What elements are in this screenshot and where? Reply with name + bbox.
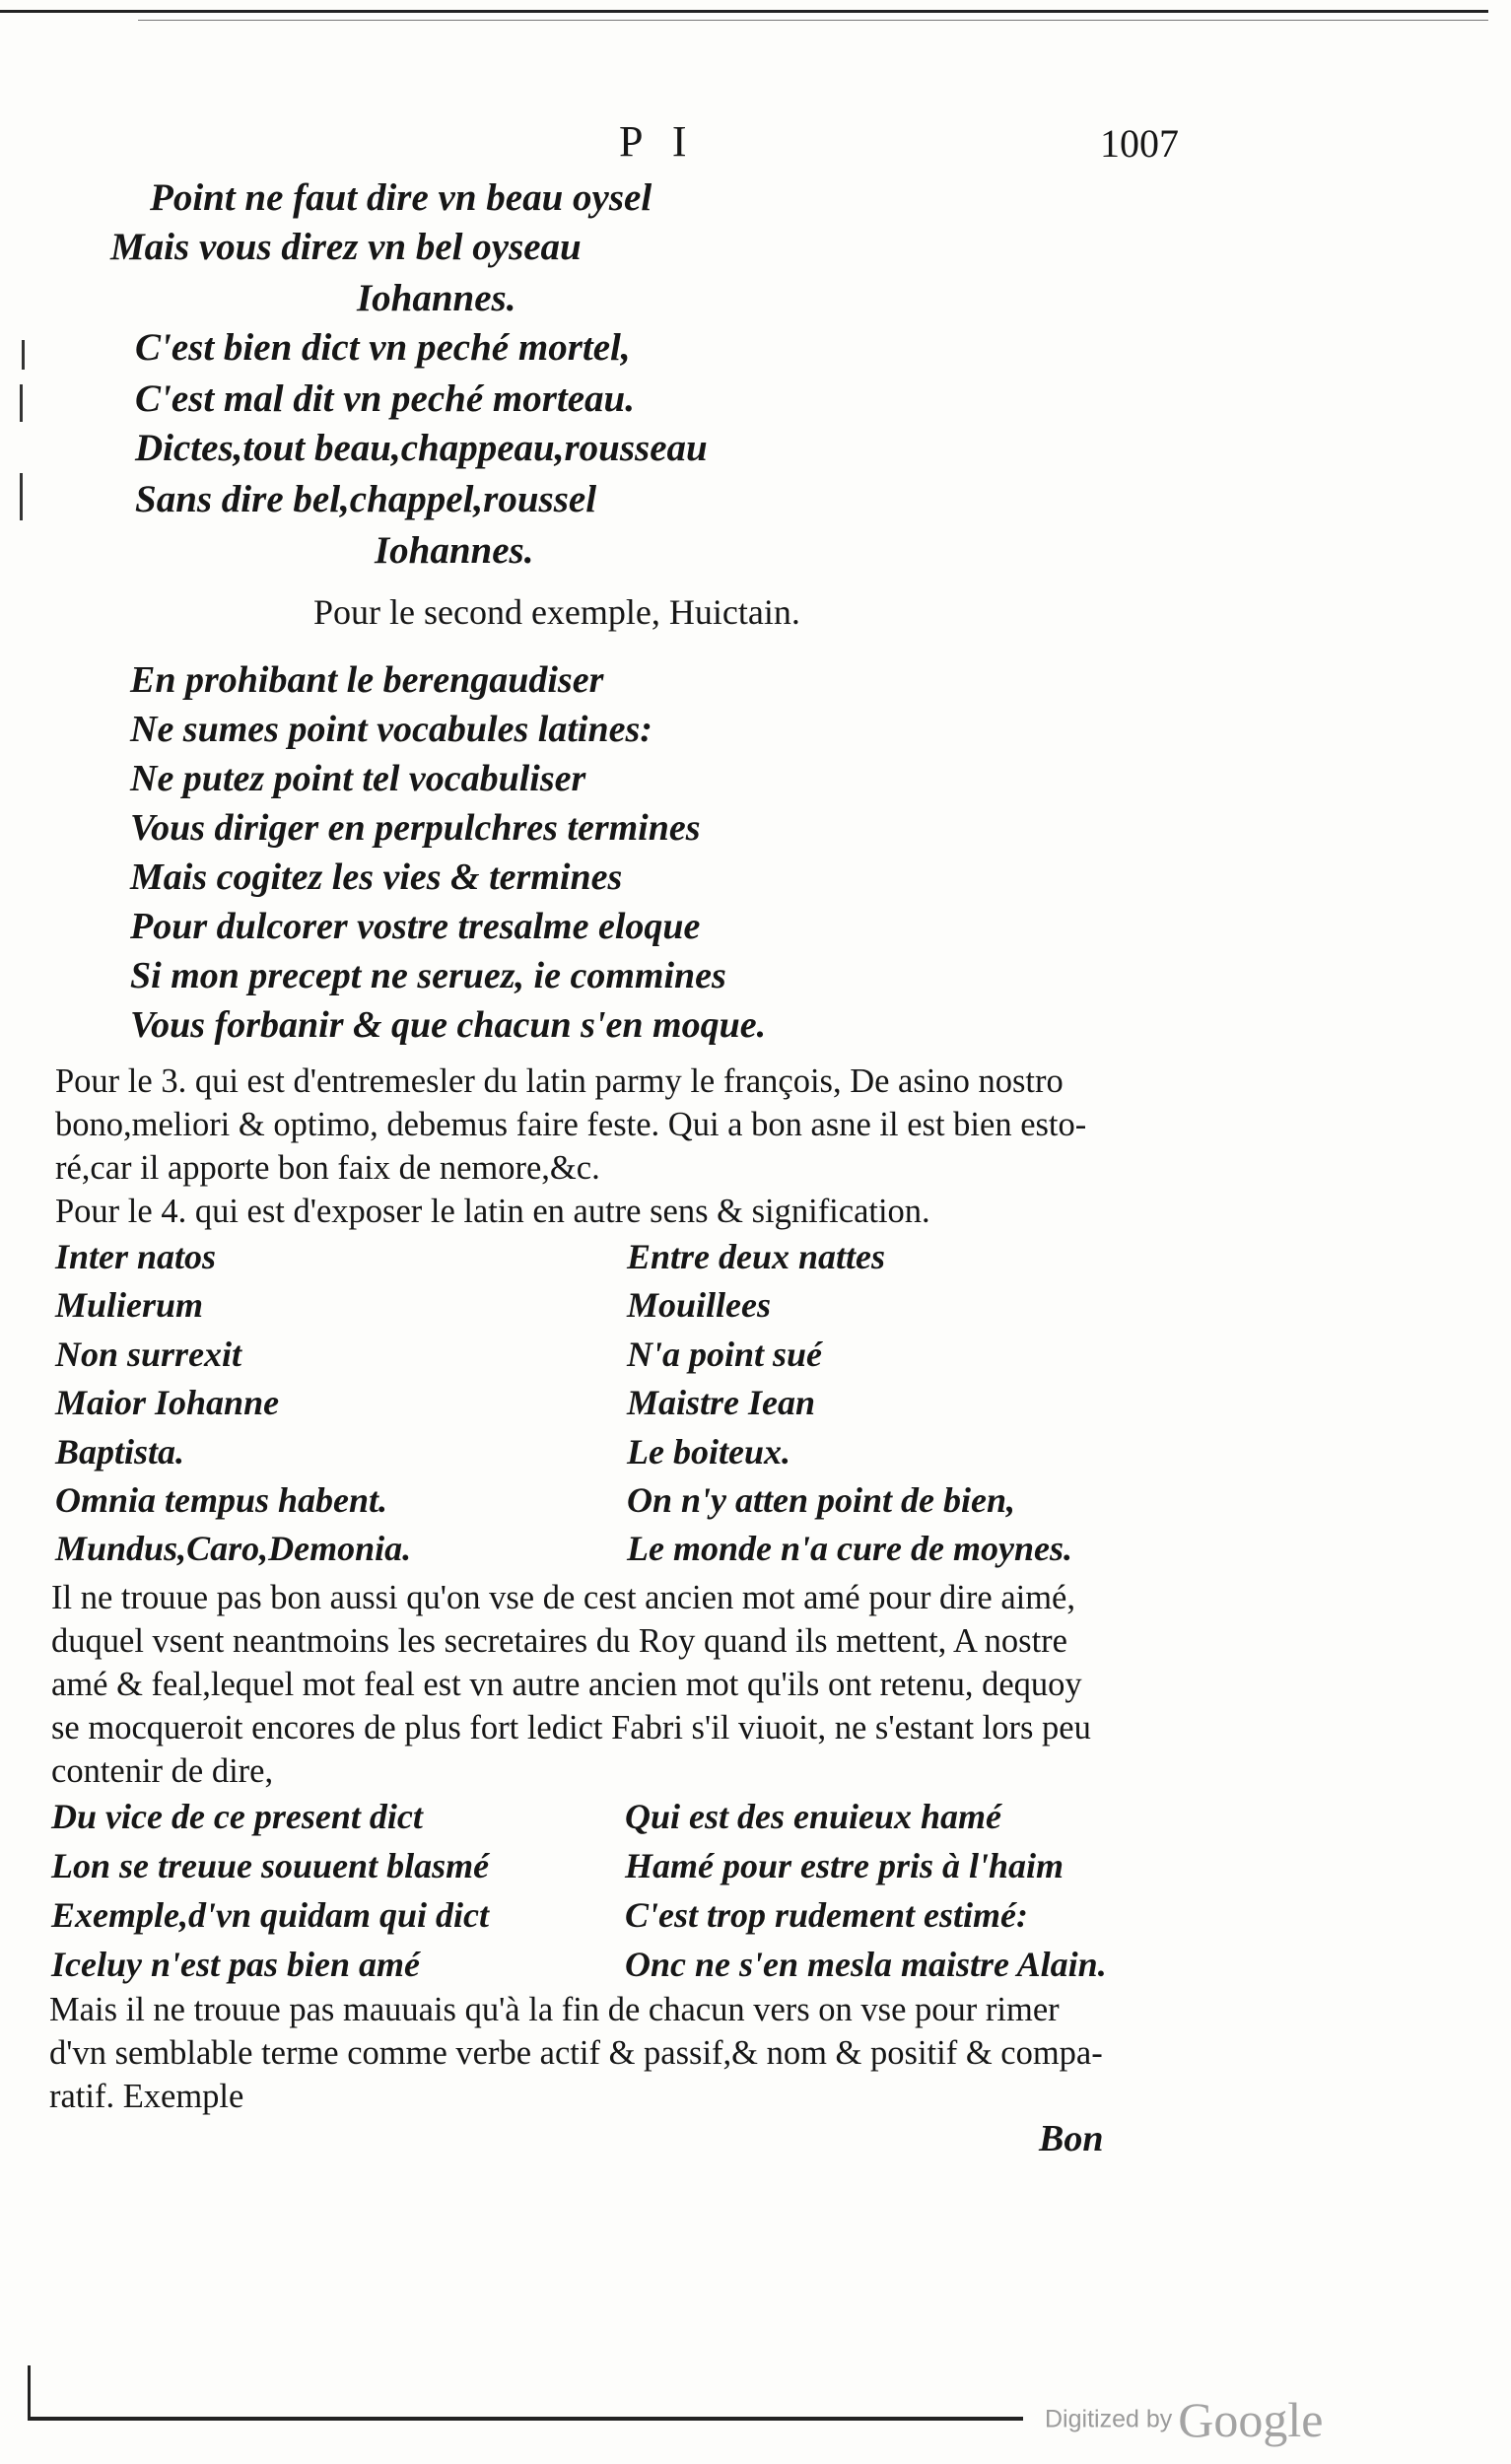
poem1-line: Dictes,tout beau,chappeau,rousseau (135, 427, 708, 469)
google-logo: Google (1178, 2392, 1324, 2447)
verse-right: Onc ne s'en mesla maistre Alain. (625, 1945, 1107, 1984)
latin-phrase: Mulierum (55, 1285, 204, 1325)
prose-line: bono,meliori & optimo, debemus faire feste. Qui a bon asne il est bien esto- (55, 1106, 1087, 1143)
margin-mark (20, 473, 23, 520)
prose-line: Mais il ne trouue pas mauuais qu'à la fin de chacun vers on vse pour rimer (49, 1991, 1060, 2028)
latin-phrase: Inter natos (55, 1237, 217, 1276)
french-phrase: On n'y atten point de bien, (627, 1480, 1016, 1520)
prose-line: Pour le 4. qui est d'exposer le latin en autre sens & signification. (55, 1193, 930, 1230)
verse-right: C'est trop rudement estimé: (625, 1895, 1028, 1935)
french-phrase: Le monde n'a cure de moynes. (627, 1529, 1072, 1568)
google-watermark (1045, 2391, 1323, 2448)
digitized-by-text: Digitized by (1045, 2405, 1173, 2433)
prose-line: contenir de dire, (51, 1752, 274, 1790)
prose-line: d'vn semblable terme comme verbe actif & passif,& nom & positif & compa- (49, 2034, 1103, 2072)
french-phrase: N'a point sué (627, 1335, 823, 1374)
verse-left: Iceluy n'est pas bien amé (51, 1945, 420, 1984)
bottom-rule-stub (28, 2365, 31, 2421)
french-phrase: Mouillees (627, 1285, 772, 1325)
poem2-line: En prohibant le berengaudiser (130, 659, 604, 701)
verse-right: Hamé pour estre pris à l'haim (625, 1846, 1065, 1885)
poem1-line: Mais vous direz vn bel oyseau (110, 226, 582, 268)
poem2-line: Pour dulcorer vostre tresalme eloque (130, 906, 701, 947)
poem2-line: Si mon precept ne seruez, ie commines (130, 955, 726, 996)
prose-line: Pour le 3. qui est d'entremesler du latin parmy le françois, De asino nostro (55, 1062, 1064, 1100)
section-heading: Pour le second exemple, Huictain. (313, 592, 800, 632)
poem2-line: Ne sumes point vocabules latines: (130, 709, 652, 750)
prose-line: amé & feal,lequel mot feal est vn autre ancien mot qu'ils ont retenu, dequoy (51, 1666, 1082, 1703)
poem1-line: Iohannes. (357, 277, 516, 319)
poem2-line: Vous forbanir & que chacun s'en moque. (130, 1004, 767, 1046)
prose-line: se mocqueroit encores de plus fort ledict Fabri s'il viuoit, ne s'estant lors peu (51, 1709, 1091, 1746)
french-phrase: Le boiteux. (627, 1432, 790, 1472)
poem1-line: Sans dire bel,chappel,roussel (135, 478, 597, 520)
verse-left: Exemple,d'vn quidam qui dict (51, 1895, 490, 1935)
running-head: P I (619, 117, 697, 166)
prose-line: ratif. Exemple (49, 2078, 244, 2115)
verse-right: Qui est des enuieux hamé (625, 1797, 1002, 1836)
top-rule (0, 10, 1488, 13)
verse-left: Lon se treuue souuent blasmé (51, 1846, 490, 1885)
poem2-line: Mais cogitez les vies & termines (130, 856, 623, 898)
top-rule-faint (138, 20, 1488, 21)
poem2-line: Ne putez point tel vocabuliser (130, 758, 586, 799)
margin-mark (20, 384, 23, 422)
poem1-line: C'est mal dit vn peché morteau. (135, 377, 635, 420)
margin-mark (22, 340, 25, 370)
poem1-line: C'est bien dict vn peché mortel, (135, 326, 631, 369)
poem1-line: Iohannes. (375, 529, 534, 572)
latin-phrase: Baptista. (55, 1432, 185, 1472)
latin-phrase: Mundus,Caro,Demonia. (55, 1529, 412, 1568)
verse-left: Du vice de ce present dict (51, 1797, 423, 1836)
prose-line: ré,car il apporte bon faix de nemore,&c. (55, 1149, 600, 1187)
latin-phrase: Maior Iohanne (55, 1383, 280, 1422)
latin-phrase: Omnia tempus habent. (55, 1480, 388, 1520)
catchword: Bon (1039, 2118, 1104, 2159)
french-phrase: Entre deux nattes (627, 1237, 886, 1276)
poem1-line: Point ne faut dire vn beau oysel (150, 176, 652, 219)
page-number: 1007 (1100, 121, 1179, 166)
prose-line: Il ne trouue pas bon aussi qu'on vse de cest ancien mot amé pour dire aimé, (51, 1579, 1075, 1616)
latin-phrase: Non surrexit (55, 1335, 242, 1374)
french-phrase: Maistre Iean (627, 1383, 816, 1422)
bottom-rule (28, 2417, 1023, 2421)
poem2-line: Vous diriger en perpulchres termines (130, 807, 701, 849)
prose-line: duquel vsent neantmoins les secretaires du Roy quand ils mettent, A nostre (51, 1622, 1067, 1660)
